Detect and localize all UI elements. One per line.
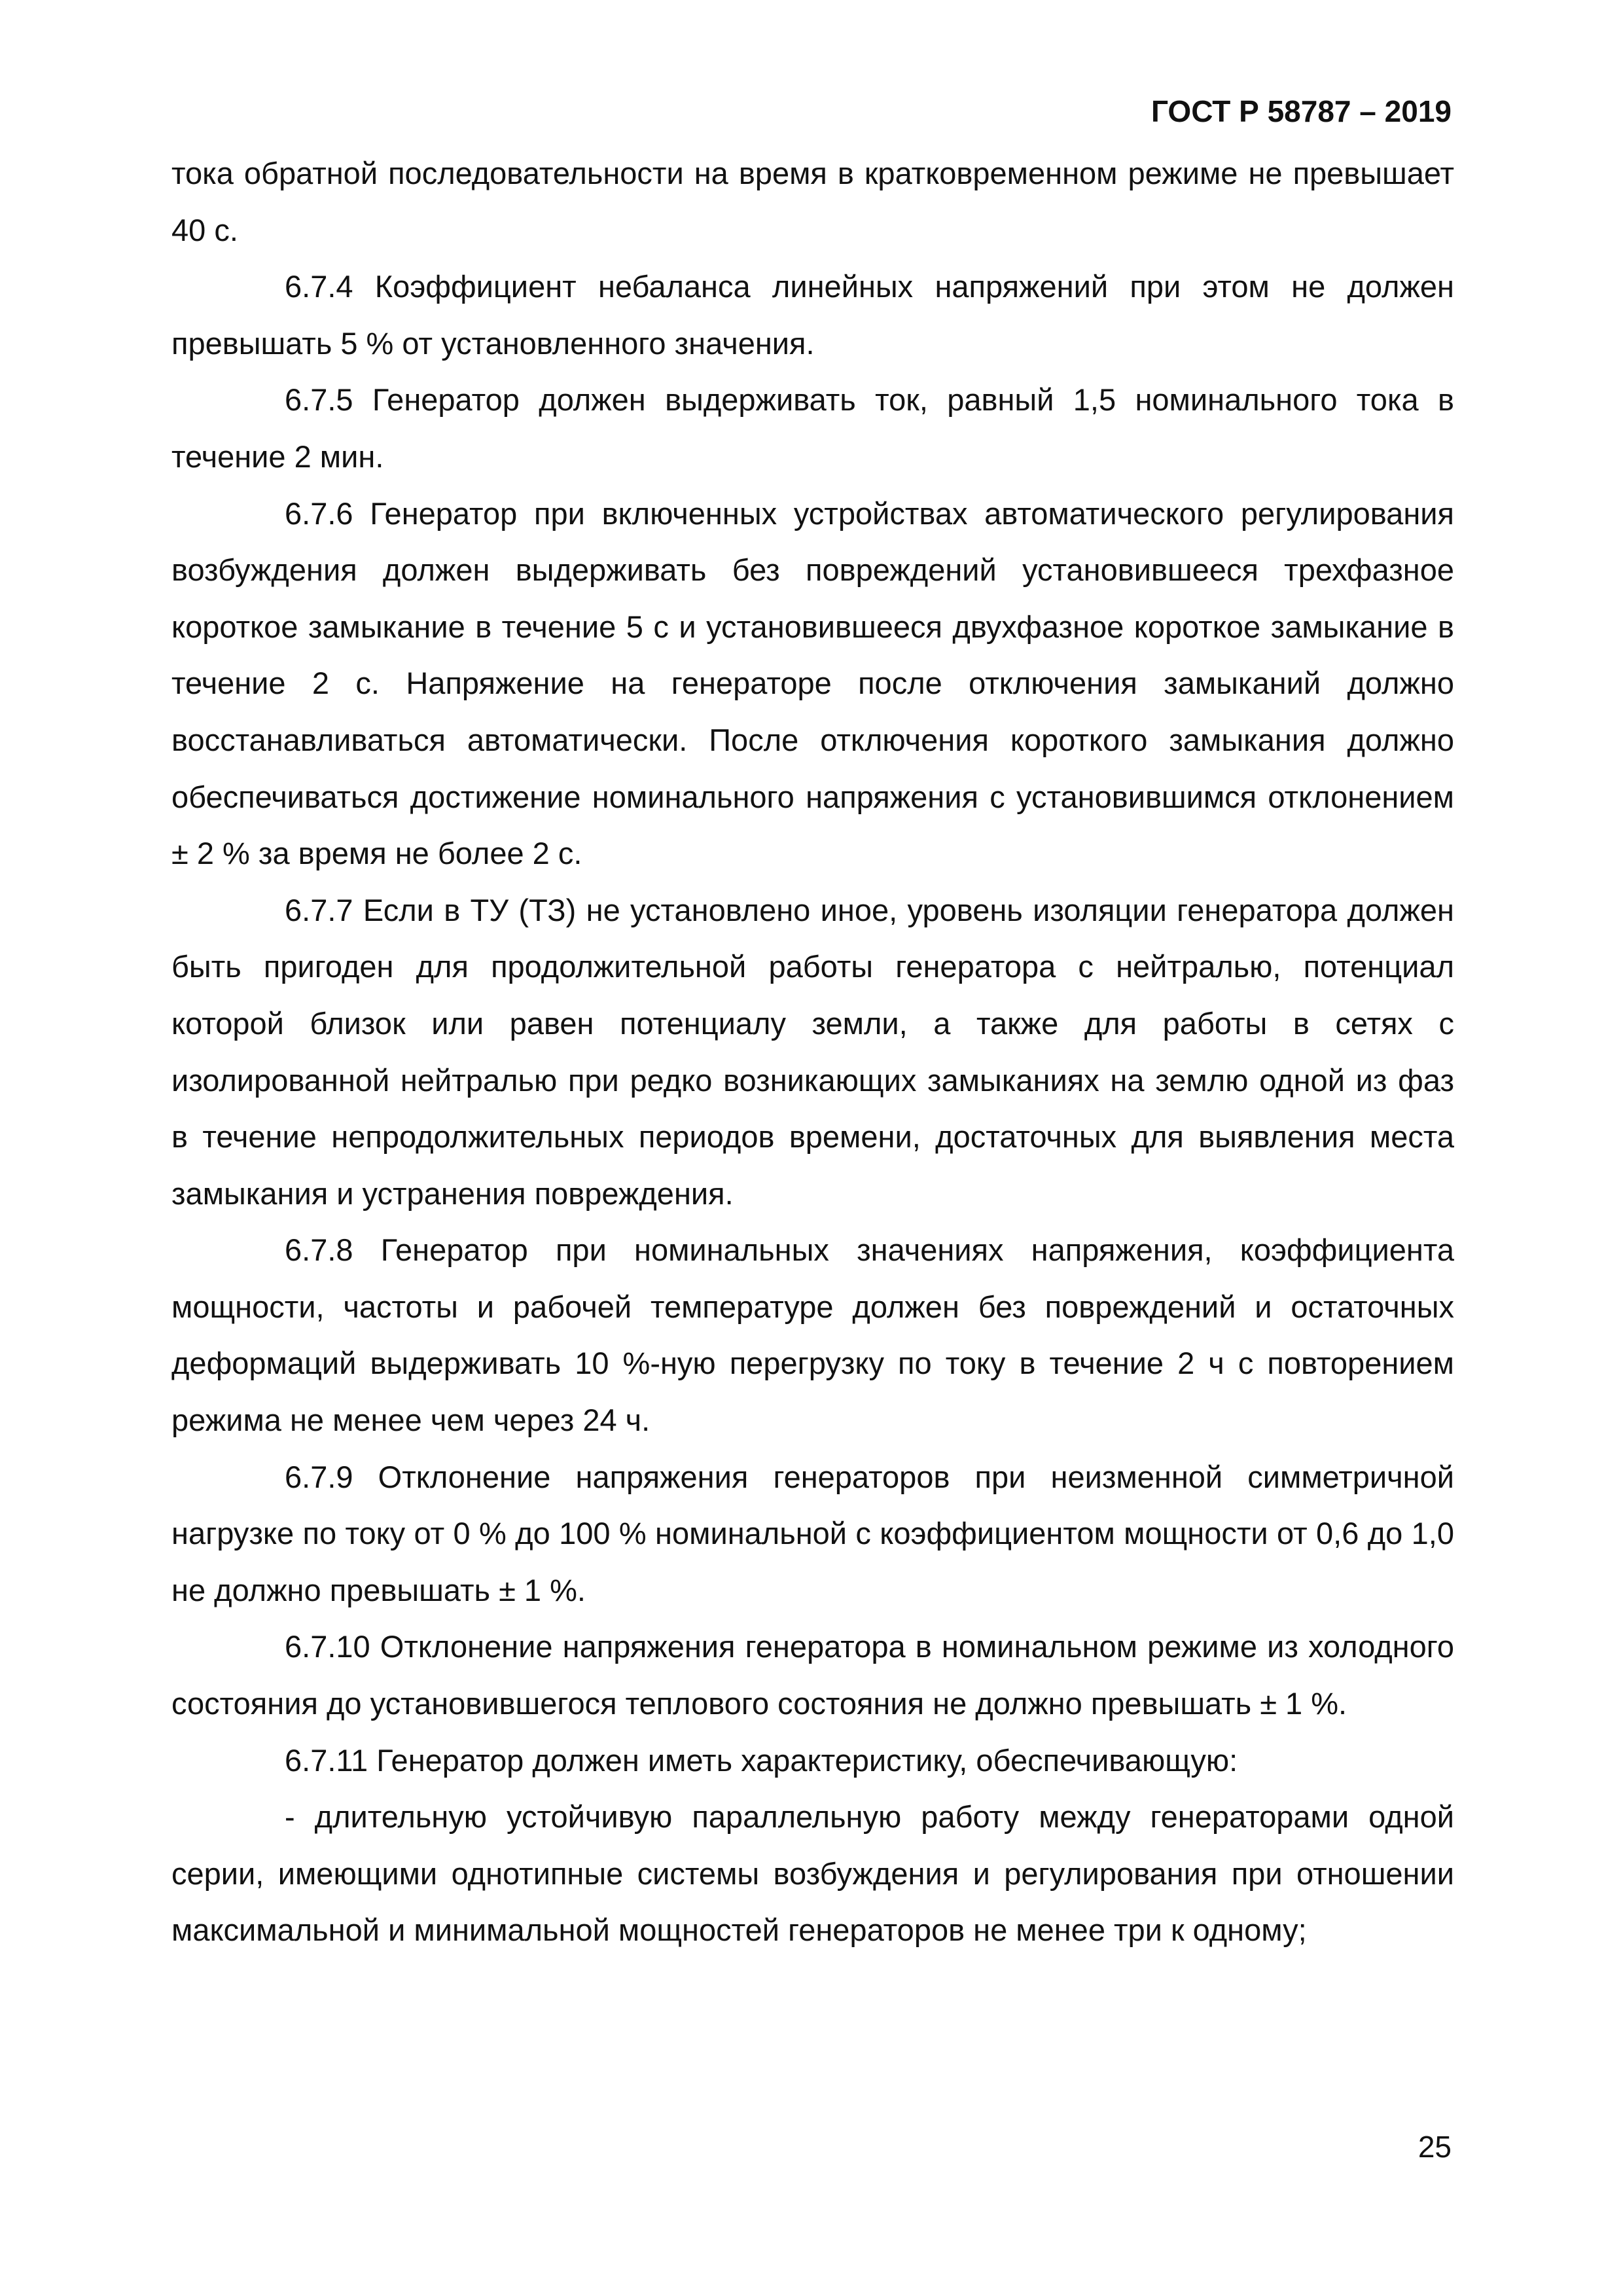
clause-6-7-10: 6.7.10 Отклонение напряжения генератора в номинальном режиме из холодного состояния до установившегося теплового состояния не должно превышать ± 1 %. <box>171 1629 1454 1721</box>
document-body <box>171 145 1454 1959</box>
list-item-parallel-operation: - длительную устойчивую параллельную работу между генераторами одной серии, имеющими однотипные системы возбуждения и регулирования при отношении максимальной и минимальной мощностей генераторов не менее три к одному; <box>171 1799 1454 1948</box>
clause-6-7-6: 6.7.6 Генератор при включенных устройствах автоматического регулирования возбуждения должен выдерживать без повреждений установившееся трехфазное короткое замыкание в течение 5 с и установившееся двухфазное короткое замыкание в течение 2 с. Напряжение на генераторе после отключения замыканий должно восстанавливаться автоматически. После отключения короткого замыкания должно обеспечиваться достижение номинального напряжения с установившимся отклонением ± 2 % за время не более 2 с. <box>171 495 1454 871</box>
page-number: 25 <box>1418 2130 1452 2164</box>
paragraph-continuation: тока обратной последовательности на время в кратковременном режиме не превышает 40 с. <box>171 156 1454 247</box>
standard-designation: ГОСТ Р 58787 – 2019 <box>1150 94 1452 128</box>
clause-6-7-8: 6.7.8 Генератор при номинальных значениях напряжения, коэффициента мощности, частоты и рабочей температуре должен без повреждений и остаточных деформаций выдерживать 10 %-ную перегрузку по току в течение 2 ч с повторением режима не менее чем через 24 ч. <box>171 1232 1454 1438</box>
clause-6-7-11: 6.7.11 Генератор должен иметь характеристику, обеспечивающую: <box>285 1742 1238 1778</box>
clause-6-7-4: 6.7.4 Коэффициент небаланса линейных напряжений при этом не должен превышать 5 % от установленного значения. <box>171 269 1454 361</box>
clause-6-7-7: 6.7.7 Если в ТУ (ТЗ) не установлено иное, уровень изоляции генератора должен быть пригоден для продолжительной работы генератора с нейтралью, потенциал которой близок или равен потенциалу земли, а также для работы в сетях с изолированной нейтралью при редко возникающих замыканиях на землю одной из фаз в течение непродолжительных периодов времени, достаточных для выявления места замыкания и устранения повреждения. <box>171 892 1454 1211</box>
clause-6-7-5: 6.7.5 Генератор должен выдерживать ток, равный 1,5 номинального тока в течение 2 мин. <box>171 382 1454 474</box>
clause-6-7-9: 6.7.9 Отклонение напряжения генераторов при неизменной симметричной нагрузке по току от 0 % до 100 % номинальной с коэффициентом мощности от 0,6 до 1,0 не должно превышать ± 1 %. <box>171 1459 1454 1607</box>
